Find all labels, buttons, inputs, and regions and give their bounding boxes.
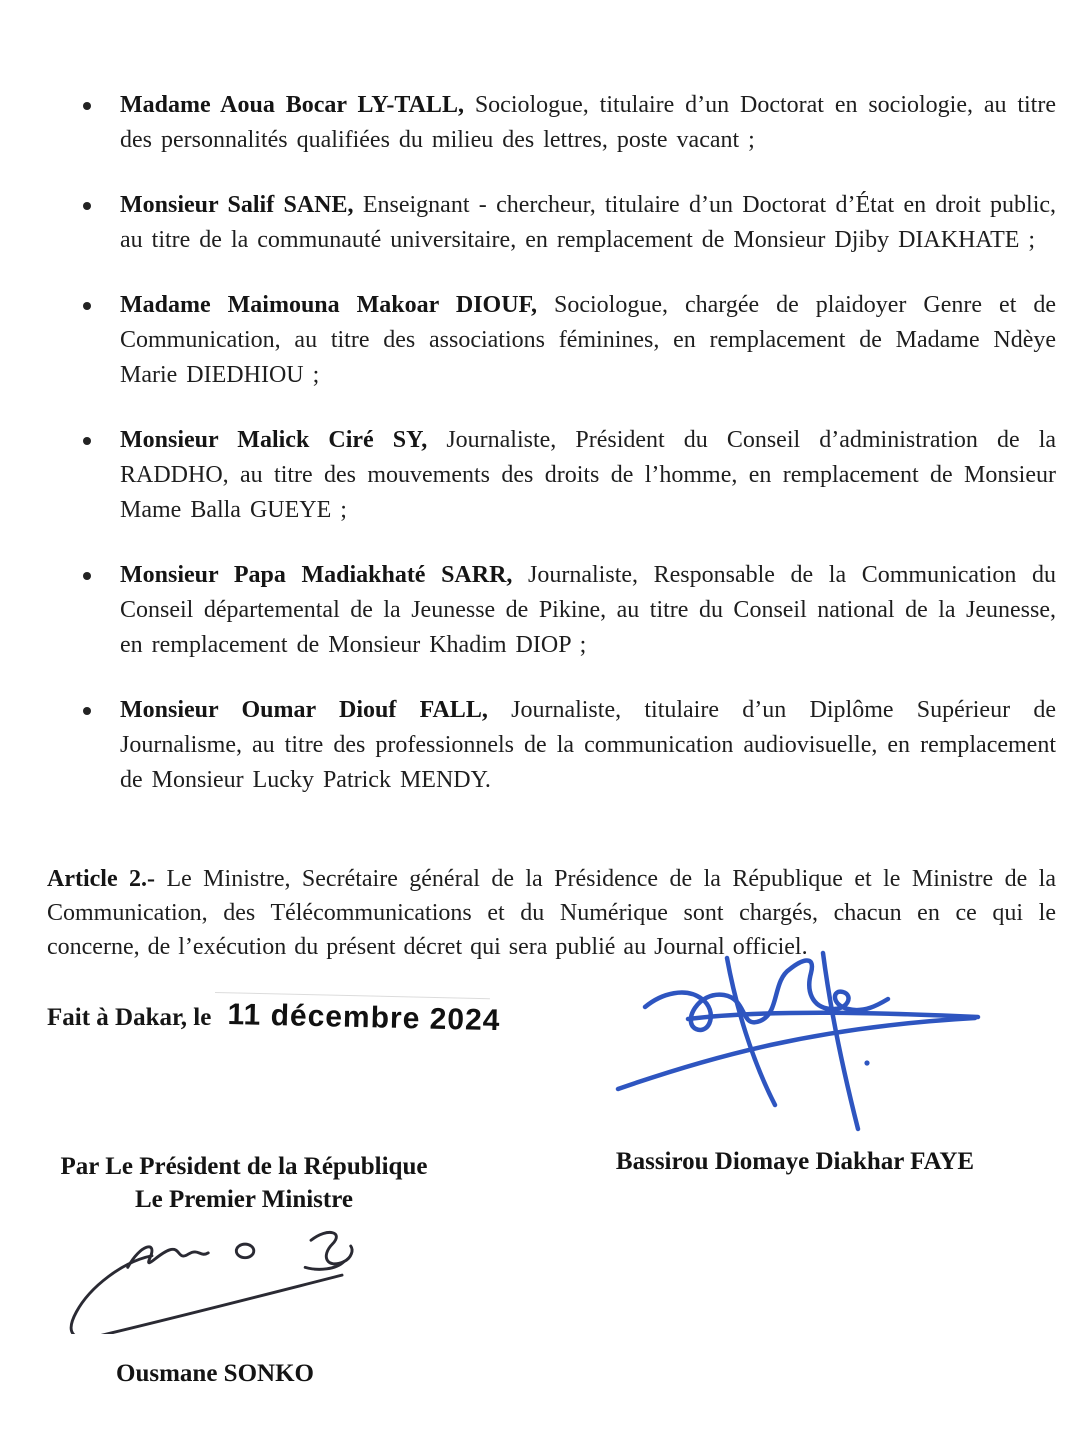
article-2-text: Le Ministre, Secrétaire général de la Présidence de la République et le Ministre de la Communication, des Télécommunications et du Numérique sont chargés, chacun en ce qui le concerne, de l’exécution du présent décret qui sera publié au Journal officiel.	[47, 866, 1056, 960]
signature-faye-image	[585, 945, 995, 1155]
list-item	[120, 288, 1056, 393]
appointee-description: Journaliste, Président du Conseil d’administration de la RADDHO, au titre des mouvements des droits de l’homme, en remplacement de Monsieur Mame Balla GUEYE ;	[120, 427, 1057, 523]
appointees-list	[120, 88, 1056, 828]
appointee-description: Journaliste, titulaire d’un Diplôme Supérieur de Journalisme, au titre des professionnels de la communication audiovisuelle, en remplacement de Monsieur Lucky Patrick MENDY.	[120, 697, 1057, 793]
list-item	[120, 558, 1056, 663]
appointee-description: Sociologue, chargée de plaidoyer Genre et de Communication, au titre des associations féminines, en remplacement de Madame Ndèye Marie DIEDHIOU ;	[120, 292, 1057, 388]
countersign-line2: Le Premier Ministre	[135, 1186, 353, 1213]
appointee-description: Sociologue, titulaire d’un Doctorat en sociologie, au titre des personnalités qualifiées du milieu des lettres, poste vacant ;	[120, 92, 1056, 153]
list-item	[120, 188, 1056, 258]
appointee-name: Monsieur Salif SANE,	[120, 192, 354, 218]
countersign-line1: Par Le Président de la République	[60, 1153, 428, 1180]
article-2-label: Article 2.-	[47, 866, 156, 892]
list-item	[120, 693, 1056, 798]
list-item	[120, 423, 1056, 528]
appointee-name: Madame Maimouna Makoar DIOUF,	[120, 292, 537, 318]
appointee-description: Journaliste, Responsable de la Communication du Conseil départemental de la Jeunesse de Pikine, au titre du Conseil national de la Jeunesse, en remplacement de Monsieur Khadim DIOP ;	[120, 562, 1056, 658]
appointee-name: Monsieur Papa Madiakhaté SARR,	[120, 562, 513, 588]
appointee-name: Monsieur Oumar Diouf FALL,	[120, 697, 488, 723]
appointee-description: Enseignant - chercheur, titulaire d’un Doctorat d’État en droit public, au titre de la communauté universitaire, en remplacement de Monsieur Djiby DIAKHATE ;	[120, 192, 1057, 253]
place-line: Fait à Dakar, le	[47, 1004, 212, 1031]
countersign-heading	[48, 1150, 440, 1216]
signature-sonko-image	[55, 1226, 375, 1334]
signer-name-prime-minister: Ousmane SONKO	[116, 1360, 314, 1387]
appointee-name: Madame Aoua Bocar LY-TALL,	[120, 92, 464, 118]
appointee-name: Monsieur Malick Ciré SY,	[120, 427, 428, 453]
signer-name-president: Bassirou Diomaye Diakhar FAYE	[615, 1148, 975, 1175]
date-stamp: 11 décembre 2024	[227, 998, 501, 1038]
list-item	[120, 88, 1056, 158]
